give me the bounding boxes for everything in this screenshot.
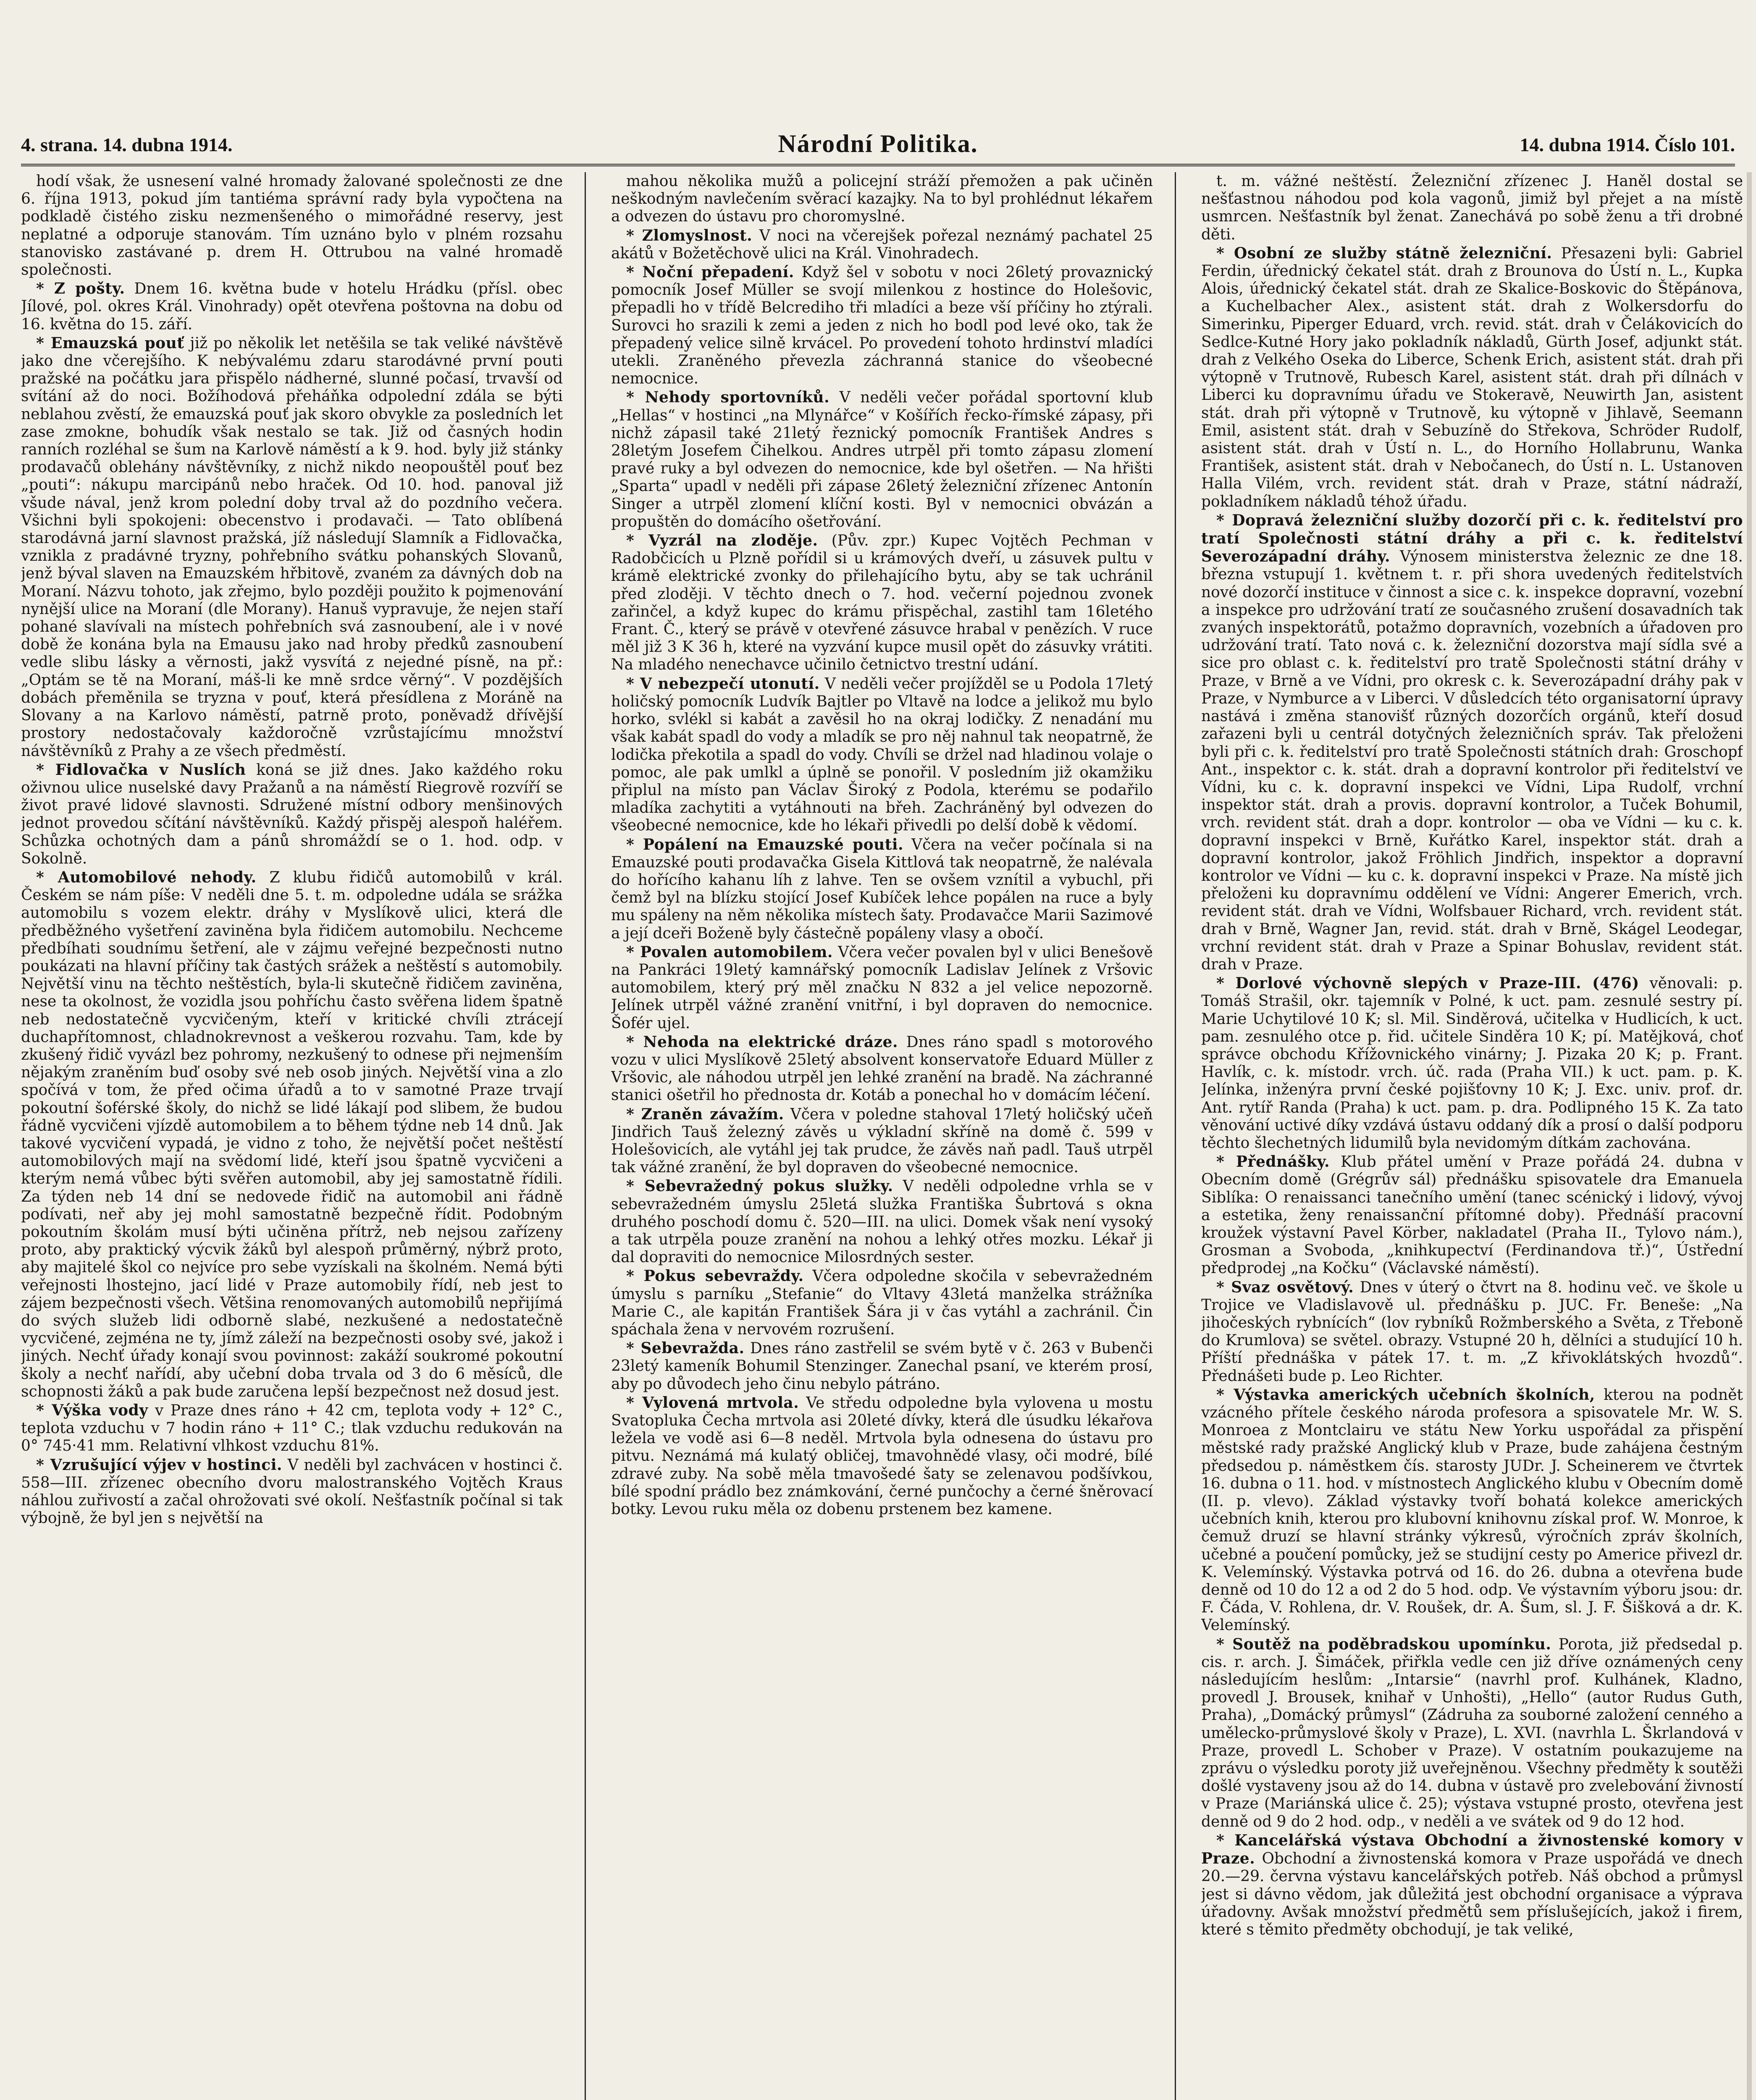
article: hodí však, že usnesení valné hromady žalované společnosti ze dne 6. října 1913, pokud jím tantiéma správní rady byla vypočtena na podkladě čistého zisku nezmenšeného o mimořádné reservy, jest neplatné a odporuje stanovám. Tím uznáno bylo v plném rozsahu stanovisko zastávané p. drem H. Ottrubou na valné hromadě společnosti. bbox=[21, 173, 563, 279]
column-divider bbox=[1175, 172, 1176, 2100]
column-divider bbox=[585, 172, 586, 2100]
newspaper-title: Národní Politika. bbox=[778, 130, 978, 158]
column-2 bbox=[611, 172, 1153, 2100]
article: * Zlomyslnost. V noci na včerejšek pořezal neznámý pachatel 25 akátů v Božetěchově ulici na Král. Vinohradech. bbox=[611, 226, 1153, 262]
article: * Noční přepadení. Když šel v sobotu v noci 26letý provaznický pomocník Josef Müller se svojí milenkou z hostince do Holešovic, přepadli ho v třídě Belcrediho tři mladíci a beze vší příčiny ho ztýrali. Surovci ho srazili k zemi a jeden z nich ho bodl pod levé oko, tak že přepadený velice silně krvácel. Po provedení tohoto hrdinství mladíci utekli. Zraněného převezla záchranná stanice do všeobecné nemocnice. bbox=[611, 263, 1153, 388]
page-date-left: 4. strana. 14. dubna 1914. bbox=[21, 134, 233, 155]
masthead bbox=[21, 126, 1735, 166]
article: * Automobilové nehody. Z klubu řidičů automobilů v král. Českém se nám píše: V neděli dne 5. t. m. odpoledne udála se srážka automobilu s vozem elektr. dráhy v Myslíkově ulici, která dle předběžného vyšetření zaviněna byla řidičem automobilu. Nechceme předbíhati soudnímu šetření, ale v zájmu veřejné bezpečnosti nutno poukázati na hlavní příčiny tak častých srážek a neštěstí s automobily. Největší vinu na těchto neštěstích, byla-li skutečně řidičem zaviněna, nese ta okolnost, že vozidla jsou pohříchu často svěřena lidem špatně neb nedostatečně vycvičeným, kteří v kritické chvíli ztrácejí duchapřítomnost, chladnokrevnost a veškerou rozvahu. Tam, kde by zkušený řidič vyvázl bez pohromy, nezkušený to odnese při nejmenším nějakým zraněním buď osoby své neb osob jiných. Největší vina a zlo spočívá v tom, že před očima úřadů a to v samotné Praze trvají pokoutní šoférské školy, do nichž se lidé lákají pod slibem, že budou řádně vycvičeni vjízdě automobilem a to během týdne neb 14 dnů. Jak takové vycvičení vypadá, je vidno z toho, že největší počet neštěstí automobilových mají na svědomí lidé, kteří jsou špatně vycvičeni a kterým nemá vůbec býti svěřen automobil, aby jej samostatně řídili. Za týden neb 14 dní se nedovede řidič na automobil ani řádně podívati, neř aby jej mohl samostatně bezpečně řídit. Podobným pokoutním školám musí býti učiněna přítrž, neb nejsou zařízeny proto, aby praktický výcvik žáků byl alespoň průměrný, nýbrž proto, aby majitelé škol co nejvíce pro sebe vyzískali na školném. Nemá býti veřejnosti lhostejno, jací lidé v Praze automobily řídí, neb jest to zájem bezpečnosti všech. Většina renomovaných automobilů nepřijímá do svých služeb lidi odborně slabé, nezkušené a nedostatečně vycvičené, zejména ne ty, jímž záleží na bezpečnosti osoby své, jakož i jiných. Nechť úřady konají svou povinnost: zakáží soukromé pokoutní školy a nechť nařídí, aby učební doba trvala od 3 do 6 měsíců, dle schopnosti žáků a pak bude zaručena lepší bezpečnost než dosud jest. bbox=[21, 868, 563, 1400]
column-3 bbox=[1201, 172, 1743, 2100]
article: * Sebevražedný pokus služky. V neděli odpoledne vrhla se v sebevražedném úmyslu 25letá služka Františka Šubrtová s okna druhého poschodí domu č. 520—III. na ulici. Domek však není vysoký a tak utrpěla pouze zranění na nohou a lehký otřes mozku. Lékař ji dal dopraviti do nemocnice Milosrdných sester. bbox=[611, 1177, 1153, 1266]
article: * Pokus sebevraždy. Včera odpoledne skočila v sebevražedném úmyslu s parníku „Stefanie“ do Vltavy 43letá manželka strážníka Marie C., ale kapitán František Šára ji v čas vytáhl a zachránil. Čin spáchala žena v nervovém rozrušení. bbox=[611, 1267, 1153, 1338]
article: * Dopravá železniční služby dozorčí při c. k. ředitelství pro tratí Společnosti státní dráhy a při c. k. ředitelství Severozápadní dráhy. Výnosem ministerstva železnic ze dne 18. března vstupují 1. květnem t. r. při shora uvedených ředitelstvích nové dozorčí instituce v činnost a sice c. k. inspekce dopravní, vozební a inspekce pro udržování tratí ze současného zrušení dosavadních tak zvaných inspektorátů, potažmo dopravních, vozebních a úřadoven pro udržování tratí. Tato nová c. k. železniční dozorstva mají sídla své a sice pro oblast c. k. ředitelství pro tratě Společnosti státní dráhy v Praze, v Brně a ve Vídni, pro okresk c. k. Severozápadní dráhy pak v Praze, v Nymburce a v Liberci. V důsledcích této organisatorní úpravy nastává i změna stanovišť různých dozorčích orgánů, kteří dosud zařazeni byli u centrál dotyčných železničních správ. Tak přeloženi byli při c. k. ředitelství pro tratě Společnosti státních drah: Groschopf Ant., inspektor c. k. stát. drah a dopravní kontrolor při ředitelství ve Vídni, ku c. k. dopravní inspekci ve Vídni, Lipa Rudolf, vrchní inspektor stát. drah a provis. dopravní kontrolor, a Tuček Bohumil, vrch. revident stát. drah a dopr. kontrolor — oba ve Vídni — ku c. k. dopravní inspekci v Brně, Kuřátko Karel, inspektor stát. drah a dopravní kontrolor, jakož Fröhlich Jindřich, inspektor a dopravní kontrolor ve Vídni — ku c. k. dopravní inspekci v Praze. Na místě jich přeloženi ku dopravnímu oddělení ve Vídni: Angerer Emerich, vrch. revident stát. drah ve Vídni, Wolfsbauer Richard, vrch. revident stát. drah v Brně, Wagner Jan, revid. stát. drah v Brně, Skágel Leodegar, vrchní revident stát. drah v Praze a Spinar Bohuslav, revident stát. drah v Praze. bbox=[1201, 511, 1743, 973]
issue-number: 14. dubna 1914. Číslo 101. bbox=[1520, 134, 1735, 155]
article: * Fidlovačka v Nuslích koná se již dnes. Jako každého roku oživnou ulice nuselské davy Pražanů a na náměstí Riegrově rozvíří se život pravé lidové slavnosti. Sdružené místní odbory menšinových jednot provedou sčítání návštěvníků. Každý přispěj alespoň haléřem. Schůzka ochotných dam a pánů shromáždí se o 1. hod. odp. v Sokolně. bbox=[21, 761, 563, 867]
column-1 bbox=[21, 172, 563, 2100]
article: * Zraněn závažím. Včera v poledne stahoval 17letý holičský učeň Jindřich Tauš železný závěs u výkladní skříně na domě č. 599 v Holešovicích, ale vytáhl jej tak prudce, že závěs naň padl. Tauš utrpěl tak vážné zranění, že byl dopraven do všeobecné nemocnice. bbox=[611, 1105, 1153, 1176]
article: * Výstavka amerických učebních školních, kterou na podnět vzácného přítele českého národa profesora a spisovatele Mr. W. S. Monroea z Montclairu ve státu New Yorku uspořádal za přispění městské rady pražské Anglický klub v Praze, bude zahájena čestným předsedou p. náměstkem čís. starosty JUDr. J. Scheinerem ve čtvrtek 16. dubna o 11. hod. v místnostech Anglického klubu v Obecním domě (II. p. vlevo). Základ výstavky tvoří bohatá kolekce amerických učebních knih, kterou pro klubovní knihovnu získal prof. W. Monroe, k čemuž druzí se hlavní stránky výkresů, výročních zpráv školních, učebné a poučení pomůcky, jež se studijní cesty po Americe přivezl dr. K. Velemínský. Výstavka potrvá od 16. do 26. dubna a otevřena bude denně od 10 do 12 a od 2 do 5 hod. odp. Ve výstavním výboru jsou: dr. F. Čáda, V. Rohlena, dr. V. Roušek, dr. A. Šum, sl. J. F. Šišková a dr. K. Velemínský. bbox=[1201, 1386, 1743, 1634]
article: * Nehody sportovníků. V neděli večer pořádal sportovní klub „Hellas“ v hostinci „na Mlynářce“ v Košířích řecko-římské zápasy, při nichž zápasil také 21letý řeznický pomocník František Andres s 28letým Josefem Čihelkou. Andres utrpěl při tomto zápasu zlomení pravé ruky a byl odvezen do nemocnice, kde byl ošetřen. — Na hřišti „Sparta“ upadl v neděli při zápase 26letý železniční zřízenec Antonín Singer a utrpěl zlomení klíční kosti. Byl v nemocnici obvázán a propuštěn do domácího ošetřování. bbox=[611, 388, 1153, 530]
article: * Osobní ze služby státně železniční. Přesazeni byli: Gabriel Ferdin, úřednický čekatel stát. drah z Brounova do Ústí n. L., Kupka Alois, úřednický čekatel stát. drah ze Skalice-Boskovic do Štěpánova, a Kuchelbacher Alex., asistent stát. drah z Wolkersdorfu do Simerinku, Piperger Eduard, vrch. revid. stát. drah v Čelákovicích do Sedlce-Kutné Hory jako pokladník nákladů, Gürth Josef, adjunkt stát. drah z Velkého Oseka do Liberce, Schenk Erich, asistent stát. drah při výtopně v Trutnově, Rubesch Karel, asistent stát. drah při dílnách v Liberci ku dopravnímu úřadu ve Stokeravě, Neuwirth Jan, asistent stát. drah při výtopně v Trutnově, ku výtopně v Jihlavě, Seemann Emil, asistent stát. drah v Sebuzíně do Střekova, Schröder Rudolf, asistent stát. drah v Ústí n. L., do Horního Hollabrunu, Wanka František, asistent stát. drah v Nebočanech, do Ústí n. L. Ustanoven Halla Vilém, vrch. revident stát. drah v Praze, státní nádraží, pokladníkem nákladů téhož úřadu. bbox=[1201, 244, 1743, 510]
article: * Z pošty. Dnem 16. května bude v hotelu Hrádku (přísl. obec Jílové, pol. okres Král. Vinohrady) opět otevřena poštovna na dobu od 16. května do 15. září. bbox=[21, 280, 563, 333]
article: * Povalen automobilem. Včera večer povalen byl v ulici Benešově na Pankráci 19letý kamnářský pomocník Ladislav Jelínek z Vršovic automobilem, který prý měl značku N 832 a jel velice nepozorně. Jelínek utrpěl vážné zranění vnitřní, i byl dopraven do nemocnice. Šofér ujel. bbox=[611, 943, 1153, 1032]
article: * Popálení na Emauzské pouti. Včera na večer počínala si na Emauzské pouti prodavačka Gisela Kittlová tak neopatrně, že nalévala do hořícího kahanu líh z lahve. Ten se ovšem vznítil a vybuchl, při čemž byl na blízku stojící Josef Kubíček lehce popálen na ruce a byly mu spáleny na něm několika místech šaty. Prodavačce Marii Sazimové a její dceři Boženě byly částečně popáleny vlasy a obočí. bbox=[611, 835, 1153, 942]
article: t. m. vážné neštěstí. Železniční zřízenec J. Haněl dostal se nešťastnou náhodou pod kola vagonů, jimiž byl přejet a na místě usmrcen. Nešťastník byl ženat. Zanechává po sobě ženu a tři drobné děti. bbox=[1201, 173, 1743, 243]
article: * V nebezpečí utonutí. V neděli večer projížděl se u Podola 17letý holičský pomocník Ludvík Bajtler po Vltavě na lodce a jelikož mu bylo horko, svlékl si kabát a zavěsil ho na okraj lodičky. Z nenadání mu však kabát spadl do vody a mladík se pro něj nahnul tak neopatrně, že lodička překotila a spadl do vody. Chvíli se držel nad hladinou volaje o pomoc, ale pak umlkl a úplně se ponořil. V posledním již okamžiku připlul na místo pan Václav Široký z Podola, kterému se podařilo mladíka zachytiti a vytáhnouti na břeh. Zachráněný byl odvezen do všeobecné nemocnice, kde ho lékaři přivedli po delší době k vědomí. bbox=[611, 675, 1153, 835]
article: * Kancelářská výstava Obchodní a živnostenské komory v Praze. Obchodní a živnostenská komora v Praze uspořádá ve dnech 20.—29. června výstavu kancelářských potřeb. Náš obchod a průmysl jest si dávno vědom, jak důležitá jest obchodní organisace a výprava úřadovny. Avšak množství předmětů sem příslušejících, jakož i firem, které s těmito předměty obchodují, je tak veliké, bbox=[1201, 1831, 1743, 1938]
article: mahou několika mužů a policejní stráží přemožen a pak učiněn neškodným navlečením svěrací kazajky. Na to byl prohlédnut lékařem a odvezen do ústavu pro choromyslné. bbox=[611, 173, 1153, 226]
article: * Dorlové výchovně slepých v Praze-III. (476) věnovali: p. Tomáš Strašil, okr. tajemník v Polné, k uct. pam. zesnulé sestry pí. Marie Uchytilové 10 K; sl. Mil. Sinděrová, učitelka v Hudlicích, k uct. pam. zesnulého otce p. řid. učitele Sinděra 10 K; pí. Matějková, choť správce obchodu Křížovnického vinárny; J. Pizaka 20 K; p. Frant. Havlík, c. k. místodr. vrch. úč. rada (Praha VII.) k uct. pam. p. K. Jelínka, inženýra první české pojišťovny 10 K; J. Exc. univ. prof. dr. Ant. rytíř Randa (Praha) k uct. pam. p. dra. Podlipného 15 K. Za tato věnování uctivé díky vzdává ústavu oddaný dík a prosí o další podporu těchto šlechetných lidumilů byla nevidomým dítkám zachována. bbox=[1201, 974, 1743, 1152]
article: * Přednášky. Klub přátel umění v Praze pořádá 24. dubna v Obecním domě (Grégrův sál) přednášku spisovatele dra Emanuela Siblíka: O renaissanci tanečního umění (tanec scénický i lidový, vývoj a estetika, ženy renaissanční přítomné doby). Přednáší pracovní kroužek výstavní Pavel Körber, nakladatel (Praha II., Tylovo nám.), Grosman a Svoboda, „knihkupectví (Ferdinandova tř.)“, Ústřední předprodej „na Kočku“ (Václavské náměstí). bbox=[1201, 1153, 1743, 1277]
article: * Výška vody v Praze dnes ráno + 42 cm, teplota vody + 12° C., teplota vzduchu v 7 hodin ráno + 11° C.; tlak vzduchu redukován na 0° 745·41 mm. Relativní vlhkost vzduchu 81%. bbox=[21, 1402, 563, 1455]
article: * Nehoda na elektrické dráze. Dnes ráno spadl s motorového vozu v ulici Myslíkově 25letý absolvent konservatoře Eduard Müller z Vršovic, ale náhodou utrpěl jen lehké zranění na bradě. Na záchranné stanici ošetřil ho přednosta dr. Kotáb a ponechal ho v domácím léčení. bbox=[611, 1033, 1153, 1104]
article: * Soutěž na poděbradskou upomínku. Porota, již předsedal p. cis. r. arch. J. Šimáček, přiřkla vedle cen již dříve oznámených ceny následujícím heslům: „Intarsie“ (navrhl prof. Kulhánek, Kladno, provedl J. Brousek, knihař v Unhošti), „Hello“ (autor Rudus Guth, Praha), „Domácký průmysl“ (Zádruha za souborné založení cenného a umělecko-průmyslové školy v Praze), L. XVI. (navrhla L. Škrlandová v Praze, provedl L. Schober v Praze). V ostatním poukazujeme na zprávu o výsledku poroty již uveřejněnou. Všechny předměty k soutěži došlé vystaveny jsou až do 14. dubna v ústavě pro zvelebování živností v Praze (Mariánská ulice č. 25); výstava vstupné prosto, otevřena jest denně od 9 do 2 hod. odp., v neděli a ve svátek od 9 do 12 hod. bbox=[1201, 1635, 1743, 1830]
article: * Sebevražda. Dnes ráno zastřelil se svém bytě v č. 263 v Bubenči 23letý kameník Bohumil Stenzinger. Zanechal psaní, ve kterém prosí, aby po důvodech jeho činu nebylo pátráno. bbox=[611, 1339, 1153, 1393]
page-edge bbox=[1747, 172, 1752, 2100]
article: * Emauzská pouť již po několik let netěšila se tak veliké návštěvě jako dne včerejšího. K nebývalému zdaru starodávné první pouti pražské na počátku jara přispělo nádherné, slunné počasí, trvavší od svítání až do noci. Božíhodová přeháňka odpolední zdála se býti neblahou zvěstí, že emauzská pouť jak skoro obvykle za posledních let zase zmokne, bohudík však nestalo se tak. Již od časných hodin ranních rozléhal se šum na Karlově náměstí a k 9. hod. byly již stánky prodavačů oblehány návštěvníky, z nichž nikdo neopouštěl pouť bez „pouti“: nákupu marcipánů nebo hraček. Od 10. hod. panoval již všude nával, jenž krom polední doby trval až do pozdního večera. Všichni byli spokojeni: obecenstvo i prodavači. — Tato oblíbená starodávná jarní slavnost pražská, jíž následují Slamník a Fidlovačka, vznikla z pradávné tryzny, pohřebního svátku pohanských Slovanů, jenž býval slaven na Emauzském hřbitově, zvaném za dávných dob na Moraní. Názvu tohoto, jak zřejmo, bylo později použito k pojmenování nynější ulice na Moraní (dle Morany). Hanuš vypravuje, že nejen staří pohané slavívali na místech pohřebních svá zasnoubení, ale i v nové době že konána byla na Emausu jako nad hroby předků zasnoubení vedle slibu lásky a věrnosti, jakž vysvítá z nejedné písně, na př.: „Optám se tě na Moraní, máš-li ke mně srdce věrný“. V pozdějších dobách přeměnila se tryzna v pouť, která přesídlena z Moráně na Slovany a na Karlovo náměstí, patrně proto, poněvadž dřívější prostory nedostačovaly každoročně vzrůstajícímu množství návštěvníků z Prahy a ze všech předměstí. bbox=[21, 334, 563, 760]
article: * Vyzrál na zloděje. (Pův. zpr.) Kupec Vojtěch Pechman v Radobčicích u Plzně pořídil si u krámových dveří, u zásuvek pultu v krámě elektrické zvonky do přilehajícího bytu, aby se tak uchránil před zloději. V těchto dnech o 7. hod. večerní pojednou zvonek zařinčel, a když kupec do krámu přispěchal, zastihl tam 16letého Frant. Č., který se právě v otevřené zásuvce hrabal v penězích. V ruce měl již 3 K 36 h, které na vyzvání kupce musil opět do zásuvky vrátiti. Na mladého nenechavce učinilo četnictvo trestní udání. bbox=[611, 532, 1153, 674]
article: * Vzrušující výjev v hostinci. V neděli byl zachvácen v hostinci č. 558—III. zřízenec obecního dvoru malostranského Vojtěch Kraus náhlou zuřivostí a začal ohrožovati své okolí. Nešťastník počínal si tak výbojně, že byl jen s největší na bbox=[21, 1456, 563, 1527]
article: * Vylovená mrtvola. Ve středu odpoledne byla vylovena u mostu Svatopluka Čecha mrtvola asi 20leté dívky, která dle úsudku lékařova ležela ve vodě asi 6—8 neděl. Mrtvola byla odnesena do ústavu pro pitvu. Neznámá má kulatý obličej, tmavohnědé vlasy, oči modré, bílé zdravé zuby. Na sobě měla tmavošedé šaty se zelenavou podšívkou, bílé spodní prádlo bez známkování, černé punčochy a černé šněrovací botky. Levou ruku měla oz dobenu prstenem bez kamene. bbox=[611, 1394, 1153, 1518]
article: * Svaz osvětový. Dnes v úterý o čtvrt na 8. hodinu več. ve škole u Trojice ve Vladislavově ul. přednášku p. JUC. Fr. Beneše: „Na jihočeských rybnících“ (lov rybníků Rožmberského a Světa, z Třeboně do Krumlova) se světel. obrazy. Vstupné 20 h, dělníci a studující 10 h. Příští přednáška v pátek 17. t. m. „Z křivoklátských hvozdů“. Přednášeti bude p. Leo Richter. bbox=[1201, 1278, 1743, 1385]
